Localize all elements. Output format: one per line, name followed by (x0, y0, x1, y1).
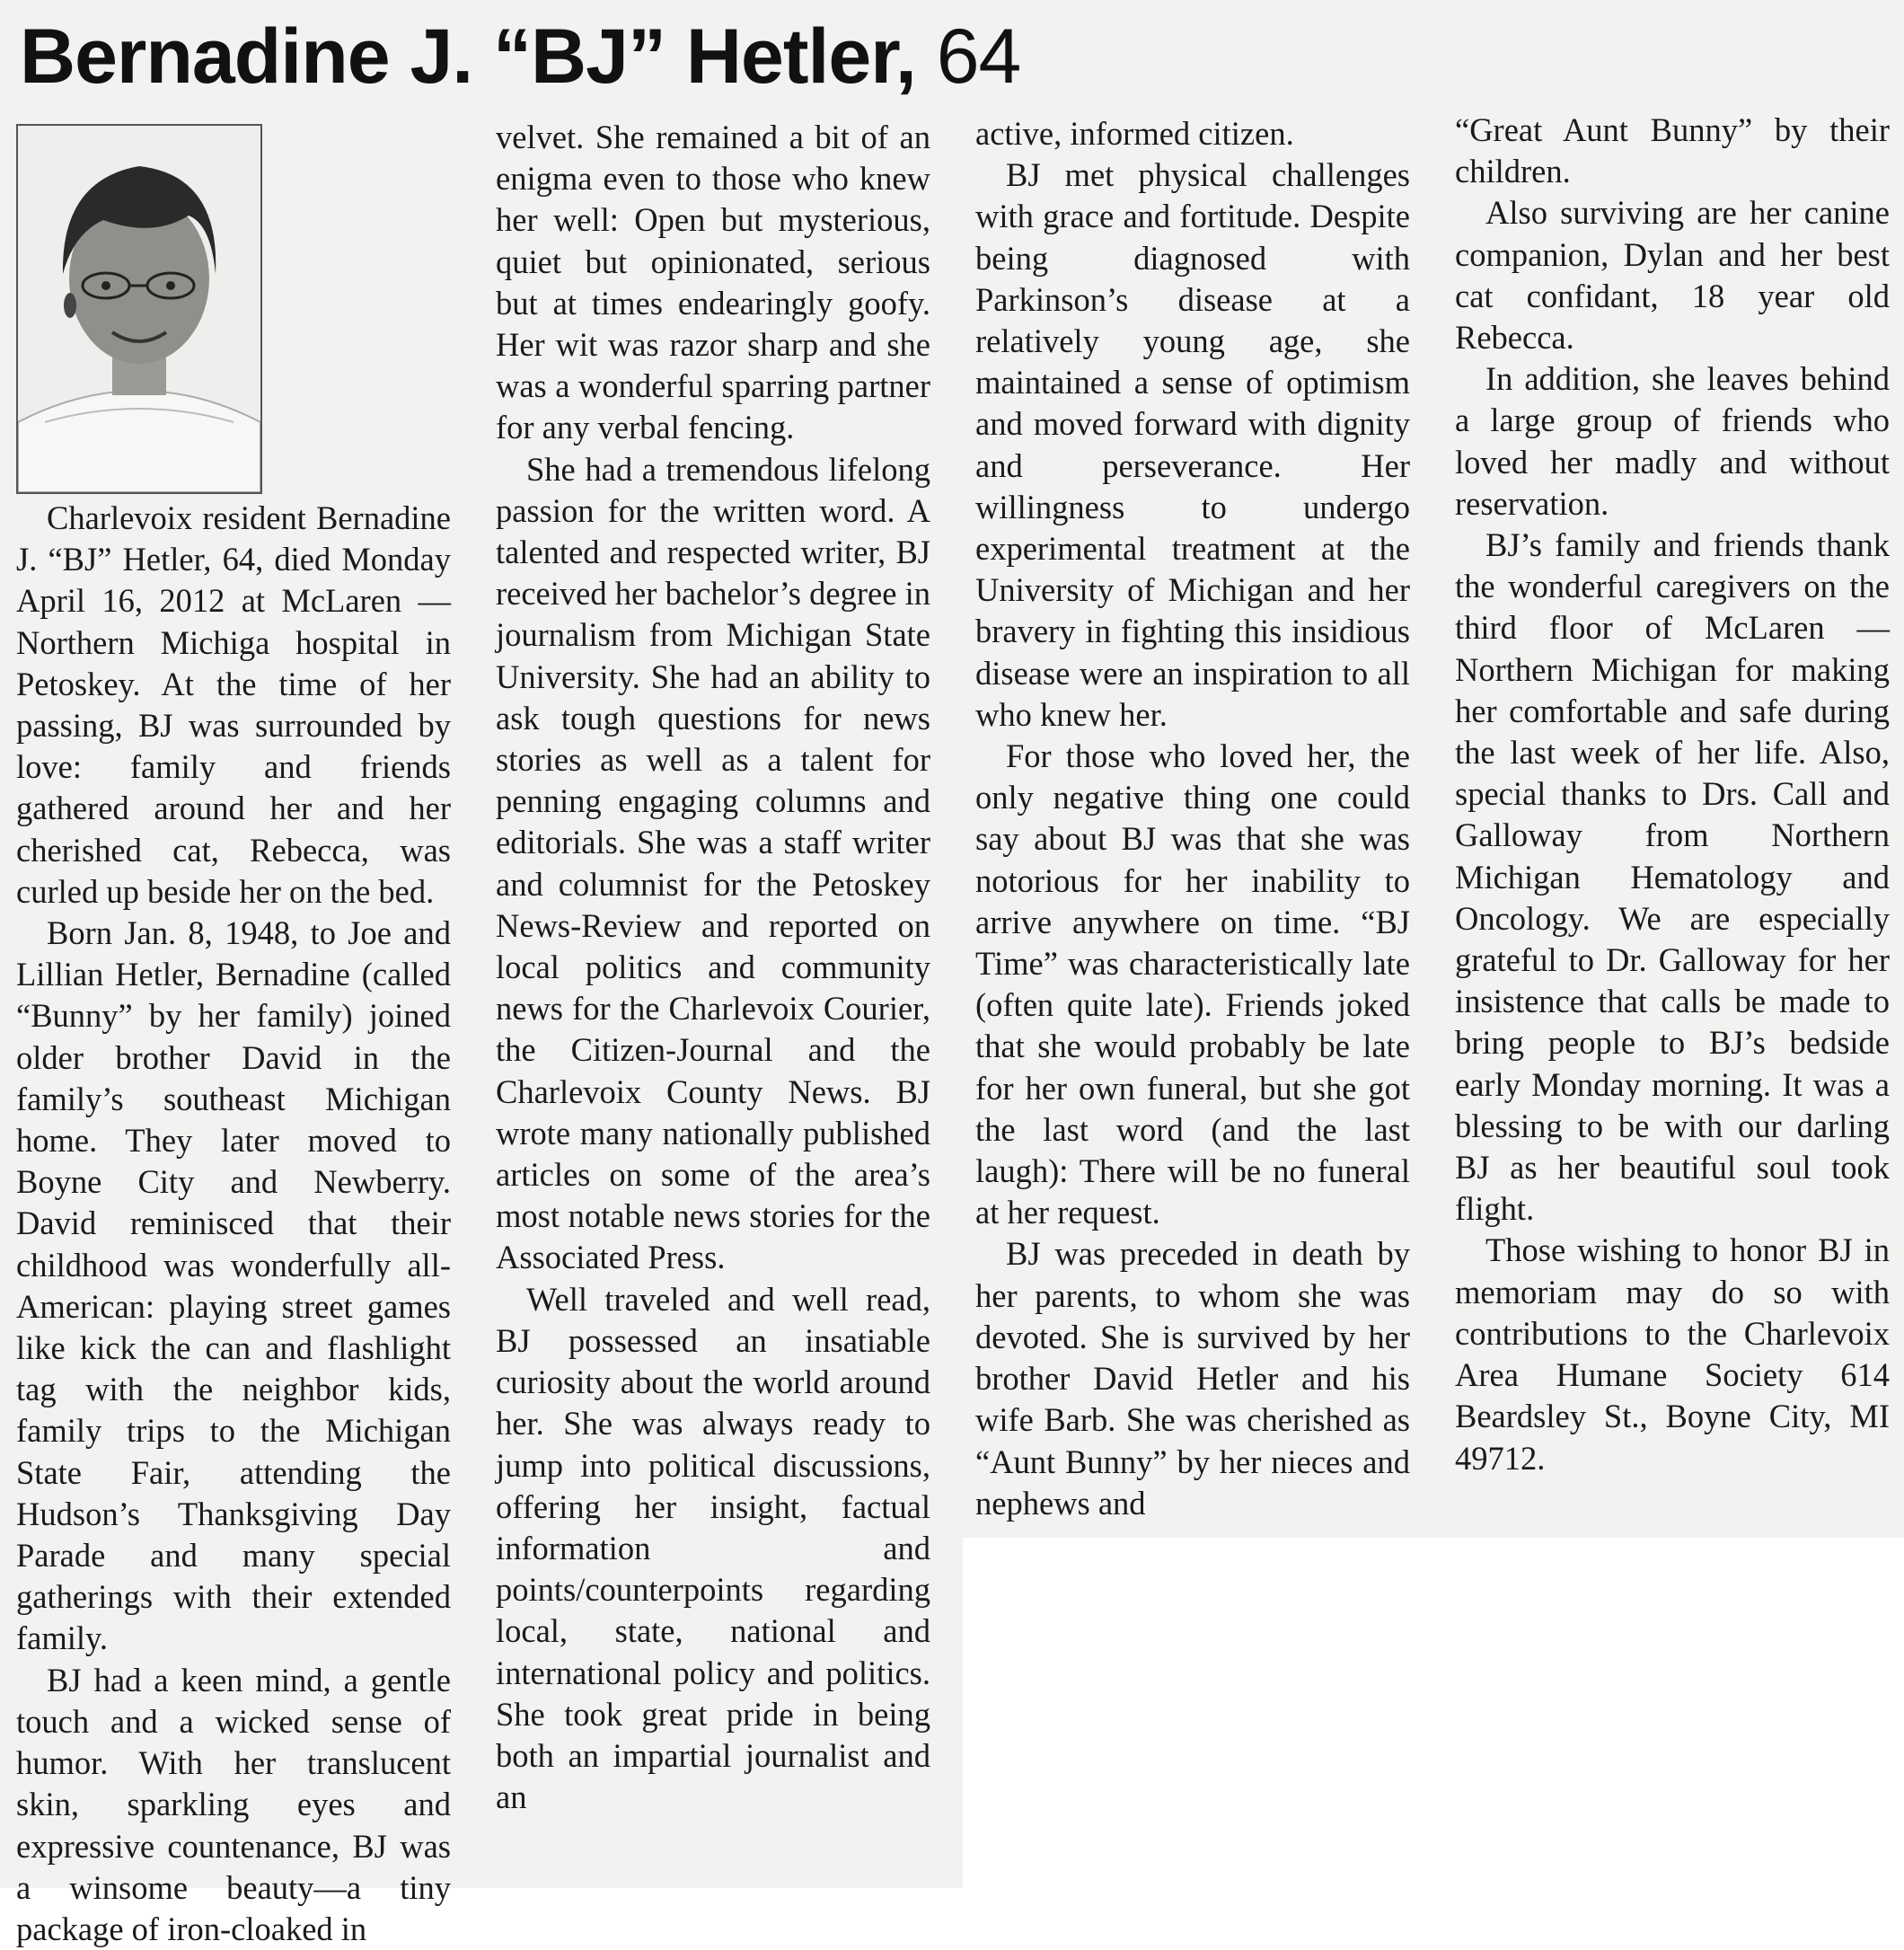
paragraph: For those who loved her, the only negative thing one could say about BJ was that she was notorious for her inability to arrive anywhere on time. “BJ Time” was characteristically late (often quite late). Friends joked that she would probably be late for her own funeral, but she got the last word (and the last laugh): There will be no funeral at her request. (975, 737, 1410, 1231)
headline-age: 64 (936, 13, 1021, 100)
paragraph: BJ had a keen mind, a gentle touch and a wicked sense of humor. With her translucent skin, sparkling eyes and expressive countenance, BJ was a winsome beauty—a tiny package of iron-cloaked in (16, 1661, 451, 1947)
blank-margin (963, 1538, 1904, 1888)
column-3 (975, 113, 1410, 1524)
paragraph: Those wishing to honor BJ in memoriam may do so with contributions to the Charlevoix Area Humane Society 614 Beardsley St., Boyne City, MI 49712. (1455, 1231, 1890, 1477)
column-1 (16, 115, 451, 1950)
paragraph: She had a tremendous lifelong passion for the written word. A talented and respected writer, BJ received her bachelor’s degree in journalism from Michigan State University. She had an ability to ask tough questions for news stories as well as a talent for penning engaging columns and editorials. She was a staff writer and columnist for the Petoskey News-Review and reported on local politics and community news for the Charlevoix Courier, the Citizen-Journal and the Charlevoix County News. BJ wrote many nationally published articles on some of the area’s most notable news stories for the Associated Press. (496, 450, 930, 1276)
paragraph: Charlevoix resident Bernadine J. “BJ” Hetler, 64, died Monday April 16, 2012 at McLaren — Northern Michiga hospital in Petoskey. At the time of her passing, BJ was surrounded by love: family and friends gathered around her and her cherished cat, Rebecca, was curled up beside her on the bed. (16, 499, 451, 910)
headline-name: Bernadine J. “BJ” Hetler, (20, 13, 916, 100)
paragraph: BJ’s family and friends thank the wonderful caregivers on the third floor of McLaren — Northern Michigan for making her comfortable and safe during the last week of her life. Also, special thanks to Drs. Call and Galloway from Northern Michigan Hematology and Oncology. We are especially grateful to Dr. Galloway for her insistence that calls be made to bring people to BJ’s bedside early Monday morning. It was a blessing to be with our darling BJ as her beautiful soul took flight. (1455, 526, 1890, 1228)
paragraph: BJ was preceded in death by her parents, to whom she was devoted. She is survived by her brother David Hetler and his wife Barb. She was cherished as “Aunt Bunny” by her nieces and nephews and (975, 1235, 1410, 1522)
column-4 (1455, 110, 1890, 1479)
paragraph: Born Jan. 8, 1948, to Joe and Lillian Hetler, Bernadine (called “Bunny” by her family) joined older brother David in the family’s southeast Michigan home. They later moved to Boyne City and Newberry. David reminisced that their childhood was wonderfully all-American: playing street games like kick the can and flashlight tag with the neighbor kids, family trips to the Michigan State Fair, attending the Hudson’s Thanksgiving Day Parade and many special gatherings with their extended family. (16, 914, 451, 1657)
paragraph: active, informed citizen. (975, 115, 1294, 152)
paragraph: Well traveled and well read, BJ possessed an insatiable curiosity about the world around her. She was always ready to jump into political discussions, offering her insight, factual information and points/counterpoints regarding local, state, national and international policy and politics. She took great pride in being both an impartial journalist and an (496, 1280, 930, 1816)
column-2 (496, 117, 930, 1818)
portrait-photo-icon (16, 124, 262, 494)
paragraph: In addition, she leaves behind a large group of friends who loved her madly and without reservation. (1455, 360, 1890, 522)
paragraph: velvet. She remained a bit of an enigma even to those who knew her well: Open but mysterious, quiet but opinionated, serious but at times endearingly goofy. Her wit was razor sharp and she was a wonderful sparring partner for any verbal fencing. (496, 119, 930, 446)
paragraph: “Great Aunt Bunny” by their children. (1455, 111, 1890, 190)
paragraph: Also surviving are her canine companion, Dylan and her best cat confidant, 18 year old Rebecca. (1455, 194, 1890, 357)
paragraph: BJ met physical challenges with grace and fortitude. Despite being diagnosed with Parkinson’s disease at a relatively young age, she maintained a sense of optimism and moved forward with dignity and perseverance. Her willingness to undergo experimental treatment at the University of Michigan and her bravery in fighting this insidious disease were an inspiration to all who knew her. (975, 156, 1410, 733)
obituary-headline (20, 13, 1021, 100)
